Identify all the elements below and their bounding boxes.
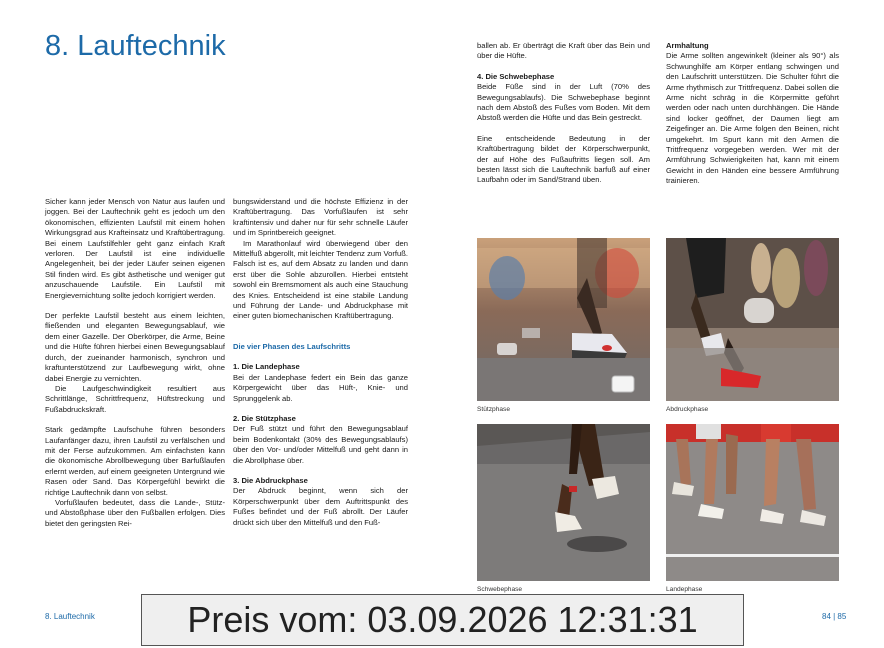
- text-column-2: [233, 197, 408, 538]
- paragraph: Der Abdruck beginnt, wenn sich der Körperschwerpunkt über dem Auftrittspunkt des Fußes befindet und der Fuß abrollt. Der Läufer drückt sich über den Mittelfuß und den Fuß-: [233, 486, 408, 527]
- footer-chapter: 8. Lauftechnik: [45, 612, 95, 621]
- paragraph: Der perfekte Laufstil besteht aus einem leichten, fließenden und eleganten Bewegungsablauf, wie dem einer Gazelle. Der Oberkörper, die Arme, Beine und die Hüfte führen hierbei einen Bewegungsablauf durch, der zueinander harmonisch, synchron und kraftunterstützend zur Laufbewegung wirkt, ohne dabei Energie zu vernichten.: [45, 311, 225, 383]
- text-column-4: [666, 41, 839, 197]
- chapter-title: 8. Lauftechnik: [45, 30, 226, 62]
- photo-abdruckphase: [666, 238, 839, 401]
- phase-heading: 2. Die Stützphase: [233, 413, 296, 423]
- paragraph: Die Arme sollten angewinkelt (kleiner als 90°) als Schwunghilfe am Körper entlang schwingen und den Laufschritt unterstützen. Die Schulter führt die Arme rhythmisch zur Trittfrequenz. Dabei sollen die Arme nicht schräg in die Körpermitte geführt werden oder nach unten durchhängen. Die Hände sind locker geöffnet, der Daumen liegt am Zeigefinger an. Die Arme folgen den Beinen, nicht umgekehrt. Im Spurt kann mit den Armen die Trittfrequenz vorgegeben werden. Wer mit der Armführung Schwierigkeiten hat, kann mit einem Gewicht in den Händen eine bessere Armführung trainieren.: [666, 51, 839, 186]
- photo-schwebephase: [477, 424, 650, 581]
- paragraph: Stark gedämpfte Laufschuhe führen besonders Laufanfänger dazu, ihren Laufstil zu verfälschen und mit der Ferse aufzukommen. Am einfachsten kann die ökonomische Abrollbewegung über Barfußlaufen erlernt werden, auf einem geeigneten Untergrund wie Rasen oder Sand. Das Körpergefühl bewirkt die richtige Lauftechnik dann von selbst.: [45, 425, 225, 497]
- phase-heading: 1. Die Landephase: [233, 362, 300, 372]
- paragraph: Der Fuß stützt und führt den Bewegungsablauf beim Bodenkontakt (30% des Bewegungsablaufs) über den Vor- und/oder Mittelfuß und geht dann in die Abrollphase über.: [233, 424, 408, 465]
- photo-caption: Stützphase: [477, 406, 510, 413]
- price-overlay: Preis vom: 03.09.2026 12:31:31: [141, 594, 744, 646]
- paragraph: ballen ab. Er überträgt die Kraft über das Bein und über die Hüfte.: [477, 41, 650, 61]
- text-column-1: [45, 197, 225, 529]
- paragraph: Beide Füße sind in der Luft (70% des Bewegungsablaufs). Die Schwebephase beginnt nach dem Abstoß des Fußes vom Boden. Mit dem Abstoß werden die Hüfte und das Bein gestreckt.: [477, 82, 650, 123]
- photo-caption: Abdruckphase: [666, 406, 709, 413]
- paragraph: Im Marathonlauf wird überwiegend über den Mittelfuß abgerollt, mit leichter Tendenz zum Vorfuß. Falsch ist es, auf dem Absatz zu landen und dann erst über die Sohle abzurollen. Hierbei entsteht sowohl ein Bremsmoment als auch eine Stauchung des Knies. Entscheidend ist eine stabile Landung und Führung der Lande- und Abdruckphase mit einer guten biomechanischen Kraftübertragung.: [233, 238, 409, 321]
- section-heading: Die vier Phasen des Laufschritts: [233, 341, 351, 351]
- phase-heading: 3. Die Abdruckphase: [233, 475, 308, 485]
- paragraph: Die Laufgeschwindigkeit resultiert aus Schrittlänge, Schrittfrequenz, Hüftstreckung und Fußabdruckskraft.: [45, 383, 225, 414]
- photo-caption: Landephase: [666, 586, 703, 593]
- phase-heading: 4. Die Schwebephase: [477, 71, 555, 81]
- sidebar-heading: Armhaltung: [666, 41, 709, 50]
- page-numbers: 84 | 85: [822, 612, 847, 621]
- photo-landephase: [666, 424, 839, 581]
- paragraph: Eine entscheidende Bedeutung in der Kraftübertragung bildet der Körperschwerpunkt, der auf Höhe des Fußauftritts liegen soll. Am besten lässt sich die Lauftechnik barfuß auf einer Laufbahn oder im Sand/Strand üben.: [477, 133, 650, 185]
- paragraph: Bei der Landephase federt ein Bein das ganze Körpergewicht über das Hüft-, Knie- und Sprunggelenk ab.: [233, 372, 408, 403]
- paragraph: Sicher kann jeder Mensch von Natur aus laufen und joggen. Bei der Lauftechnik geht es jedoch um den ökonomischen, effizienten Laufstil mit einem hohen Wirkungsgrad aus Krafteinsatz und Kraftübertragung. Bei einem Laufstilfehler geht ganz einfach Kraft verloren. Der Laufstil ist eine individuelle Angelegenheit, bei der jeder Läufer seinen eigenen Stil finden wird. Es gibt ästhetische und weniger gut anzuschauende Laufstile. Ein Laufstil mit Energievernichtung sollte jedoch korrigiert werden.: [45, 197, 225, 300]
- text-column-3: [477, 41, 650, 196]
- paragraph: bungswiderstand und die höchste Effizienz in der Kraftübertragung. Das Vorfußlaufen ist sehr kraftintensiv und daher nur für sehr schnelle Läufer und im Sprintbereich geeignet.: [233, 197, 408, 238]
- photo-stuetzphase: [477, 238, 650, 401]
- paragraph: Vorfußlaufen bedeutet, dass die Lande-, Stütz- und Abstoßphase über den Fußballen erfolgen. Dies bietet den geringsten Rei-: [45, 497, 225, 528]
- photo-caption: Schwebephase: [477, 586, 523, 593]
